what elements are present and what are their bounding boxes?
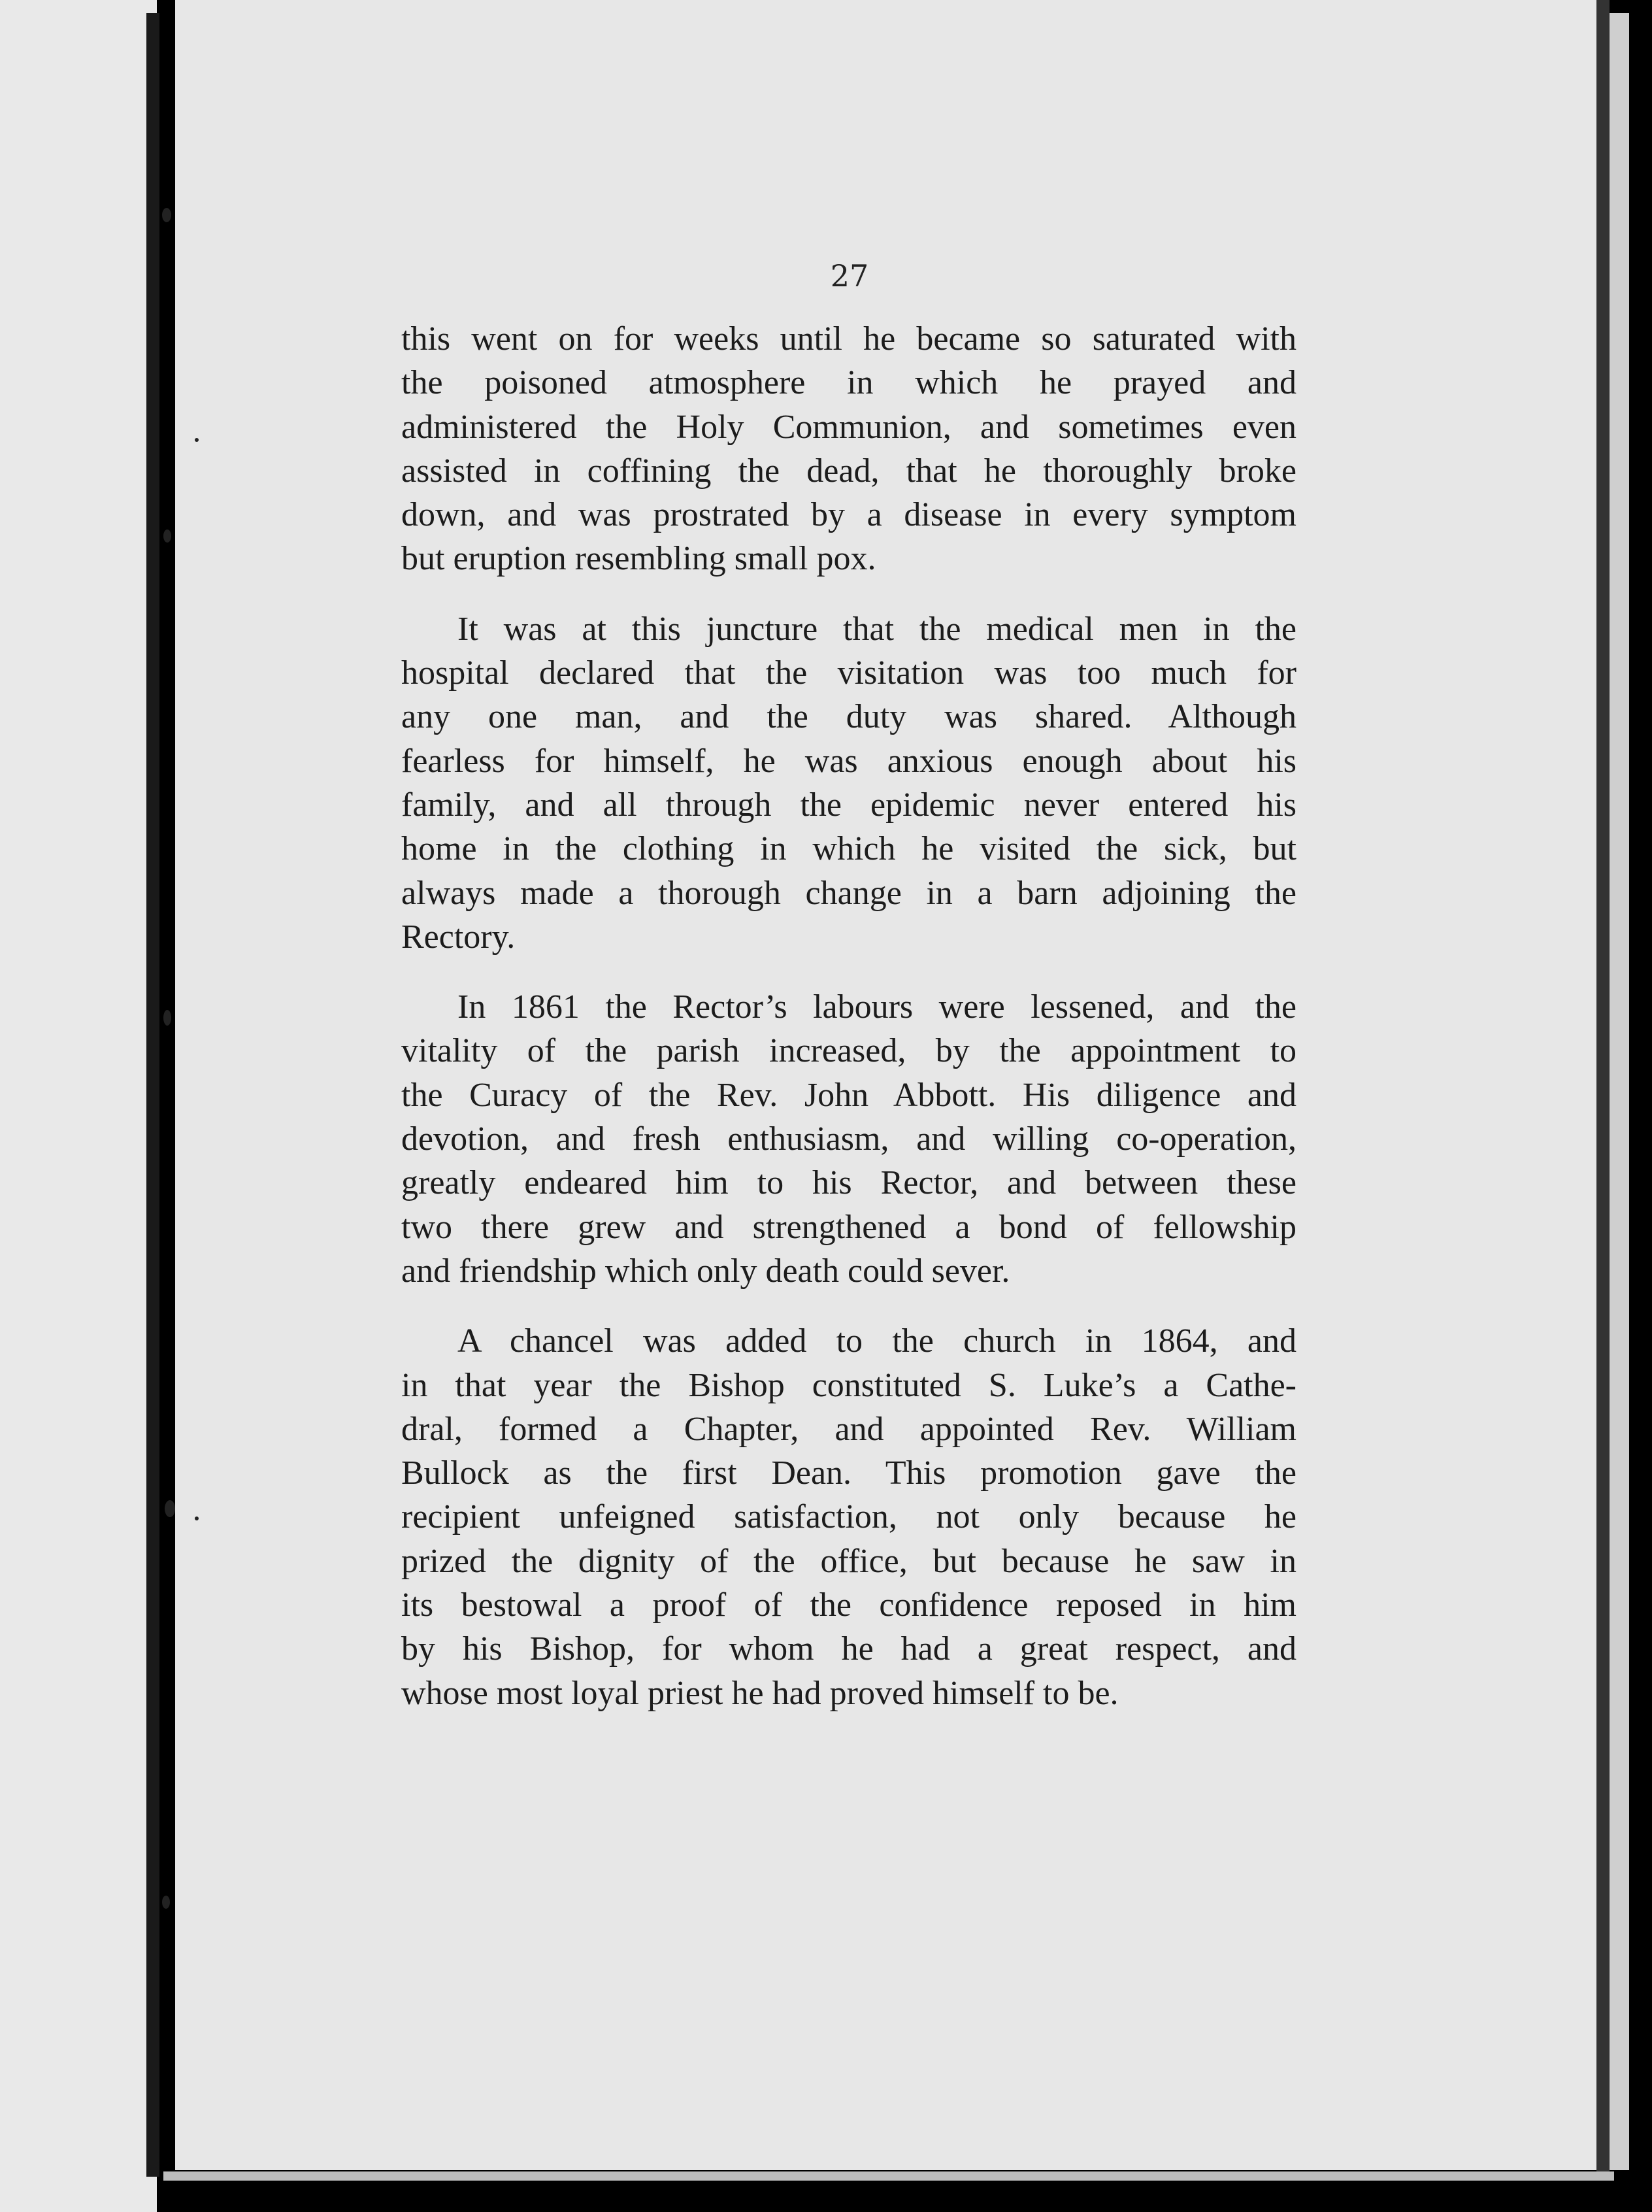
paragraph (401, 985, 1297, 1293)
binding-thread-mark (162, 1896, 170, 1909)
facing-page-edge (0, 0, 157, 2212)
paragraph (401, 607, 1297, 959)
text-line: by his Bishop, for whom he had a great respect, and (401, 1630, 1297, 1668)
text-line: vitality of the parish increased, by the appointment to (401, 1032, 1297, 1070)
text-line: any one man, and the duty was shared. Although (401, 698, 1297, 736)
text-line: family, and all through the epidemic never entered his (401, 786, 1297, 824)
text-line: the Curacy of the Rev. John Abbott. His diligence and (401, 1076, 1297, 1114)
paper-speck (195, 438, 199, 442)
text-line: always made a thorough change in a barn adjoining the (401, 874, 1297, 912)
text-line: the poisoned atmosphere in which he prayed and (401, 364, 1297, 402)
text-line: administered the Holy Communion, and sometimes even (401, 408, 1297, 446)
paragraph (401, 1319, 1297, 1715)
text-line: fearless for himself, he was anxious enough about his (401, 742, 1297, 780)
text-line: It was at this juncture that the medical men in the (457, 610, 1297, 648)
binding-thread-mark (163, 1010, 171, 1026)
paragraph (401, 317, 1297, 581)
text-line: Rectory. (401, 918, 516, 956)
text-line: whose most loyal priest he had proved himself to be. (401, 1674, 1119, 1712)
text-line: its bestowal a proof of the confidence reposed in him (401, 1586, 1297, 1624)
text-line: hospital declared that the visitation was too much for (401, 654, 1297, 692)
binding-thread-mark (165, 1500, 175, 1517)
text-line: recipient unfeigned satisfaction, not only because he (401, 1498, 1297, 1536)
text-line: but eruption resembling small pox. (401, 540, 876, 578)
text-line: in that year the Bishop constituted S. Luke’s a Cathe- (401, 1366, 1297, 1404)
binding-gutter (146, 13, 159, 2177)
body-text (401, 317, 1297, 1741)
text-line: In 1861 the Rector’s labours were lessened, and the (457, 988, 1297, 1026)
underlying-leaves (1610, 13, 1629, 2170)
text-line: assisted in coffining the dead, that he thoroughly broke (401, 452, 1297, 490)
text-line: two there grew and strengthened a bond of fellowship (401, 1208, 1297, 1246)
binding-thread-mark (163, 529, 171, 543)
text-line: and friendship which only death could sever. (401, 1252, 1010, 1290)
binding-thread-mark (162, 208, 171, 222)
page-bottom-edge (163, 2171, 1614, 2181)
text-line: home in the clothing in which he visited the sick, but (401, 830, 1297, 868)
page-number: 27 (830, 258, 869, 293)
text-line: dral, formed a Chapter, and appointed Rev. William (401, 1410, 1297, 1448)
text-line: devotion, and fresh enthusiasm, and willing co-operation, (401, 1120, 1297, 1158)
page-fore-edge-shadow (1596, 0, 1610, 2177)
text-line: prized the dignity of the office, but because he saw in (401, 1542, 1297, 1580)
text-line: Bullock as the first Dean. This promotion gave the (401, 1454, 1297, 1492)
text-line: greatly endeared him to his Rector, and between these (401, 1164, 1297, 1202)
paper-speck (195, 1517, 199, 1520)
text-line: A chancel was added to the church in 1864, and (457, 1322, 1297, 1360)
text-line: this went on for weeks until he became so saturated with (401, 320, 1297, 358)
text-line: down, and was prostrated by a disease in every symptom (401, 496, 1297, 534)
